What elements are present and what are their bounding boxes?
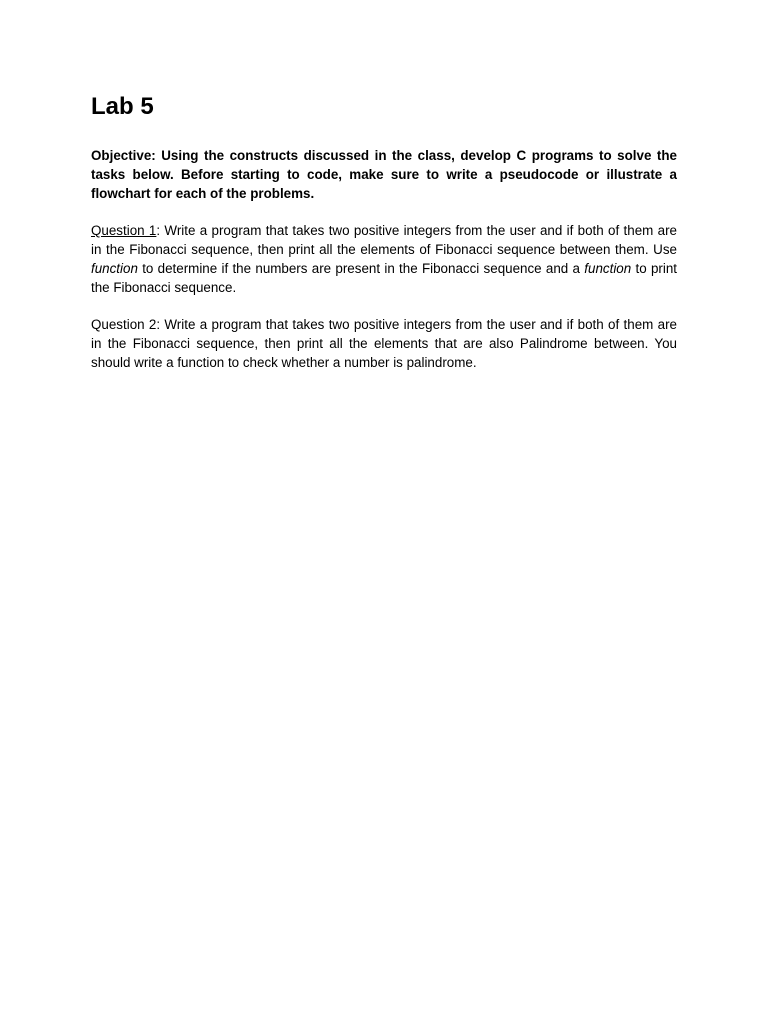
- question-1-text-c: to print the Fibonacci sequence.: [91, 261, 677, 295]
- question-1-italic-function-b: function: [584, 261, 632, 276]
- question-2-paragraph: Question 2: Write a program that takes two positive integers from the user and if both of them are in the Fibonacci sequence, then print all the elements that are also Palindrome between. You should write a function to check whether a number is palindrome.: [91, 317, 677, 370]
- question-1-text-a: : Write a program that takes two positive integers from the user and if both of them are in the Fibonacci sequence, then print all the elements of Fibonacci sequence between them. Use: [91, 223, 677, 257]
- question-1-italic-function-a: function: [91, 261, 138, 276]
- page-title: Lab 5: [91, 93, 154, 120]
- document-page: [91, 92, 677, 390]
- question-1-text-b: to determine if the numbers are present in the Fibonacci sequence and a: [137, 261, 585, 276]
- objective-paragraph: Objective: Using the constructs discussed in the class, develop C programs to solve the tasks below. Before starting to code, make sure to write a pseudocode or illustrate a flowchart for each of the problems.: [91, 148, 677, 201]
- question-1-label: Question 1: [91, 223, 157, 238]
- question-1-paragraph: [91, 221, 677, 297]
